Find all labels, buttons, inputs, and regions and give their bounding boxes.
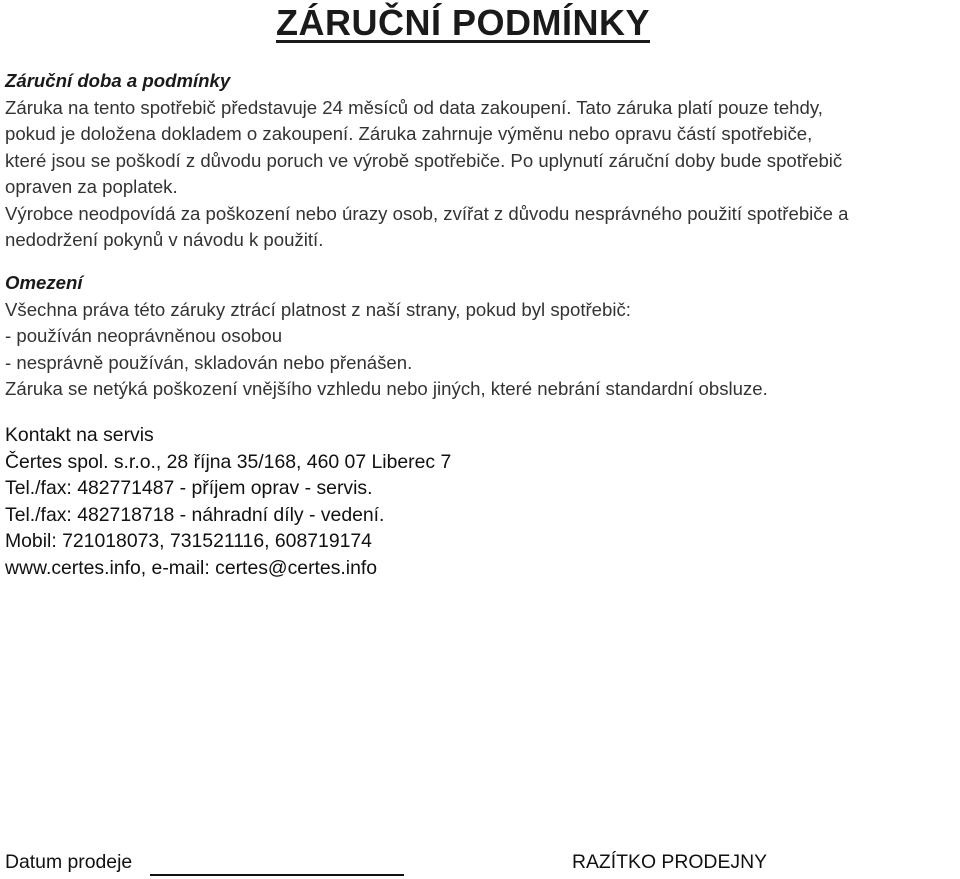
warranty-line: nedodržení pokynů v návodu k použití. [5,229,324,250]
warranty-line: pokud je doložena dokladem o zakoupení. Záruka zahrnuje výměnu nebo opravu částí spotřebiče, [5,123,813,144]
limitations-line: Záruka se netýká poškození vnějšího vzhledu nebo jiných, které nebrání standardní obsluze. [5,378,768,399]
warranty-line: Výrobce neodpovídá za poškození nebo úrazy osob, zvířat z důvodu nesprávného použití spotřebiče a [5,202,849,224]
warranty-section [5,68,957,254]
contact-mobile: Mobil: 721018073, 731521116, 608719174 [5,530,372,553]
contact-phone-repairs: Tel./fax: 482771487 - příjem oprav - servis. [5,477,373,500]
warranty-line: opraven za poplatek. [5,176,178,197]
limitations-heading: Omezení [5,272,83,293]
shop-stamp-label: RAZÍTKO PRODEJNY [572,851,768,873]
service-contact-section [5,422,957,582]
contact-address: Čertes spol. s.r.o., 28 října 35/168, 460 07 Liberec 7 [5,450,452,473]
warranty-line: které jsou se poškodí z důvodu poruch ve výrobě spotřebiče. Po uplynutí záruční doby bude spotřebič [5,149,843,171]
limitations-line: - nesprávně používán, skladován nebo přenášen. [5,351,413,373]
sale-date-line [150,874,404,876]
warranty-heading: Záruční doba a podmínky [5,70,231,91]
page-title: ZÁRUČNÍ PODMÍNKY [276,2,650,43]
limitations-line: Všechna práva této záruky ztrácí platnost z naší strany, pokud byl spotřebič: [5,298,631,320]
contact-heading: Kontakt na servis [5,424,154,446]
sale-date-label: Datum prodeje [5,851,133,873]
contact-web-email: www.certes.info, e-mail: certes@certes.info [5,556,378,579]
limitations-line: - používán neoprávněnou osobou [5,325,283,346]
limitations-section [5,270,957,403]
warranty-line: Záruka na tento spotřebič představuje 24 měsíců od data zakoupení. Tato záruka platí pouze tehdy, [5,96,823,118]
contact-phone-parts: Tel./fax: 482718718 - náhradní díly - vedení. [5,503,385,526]
